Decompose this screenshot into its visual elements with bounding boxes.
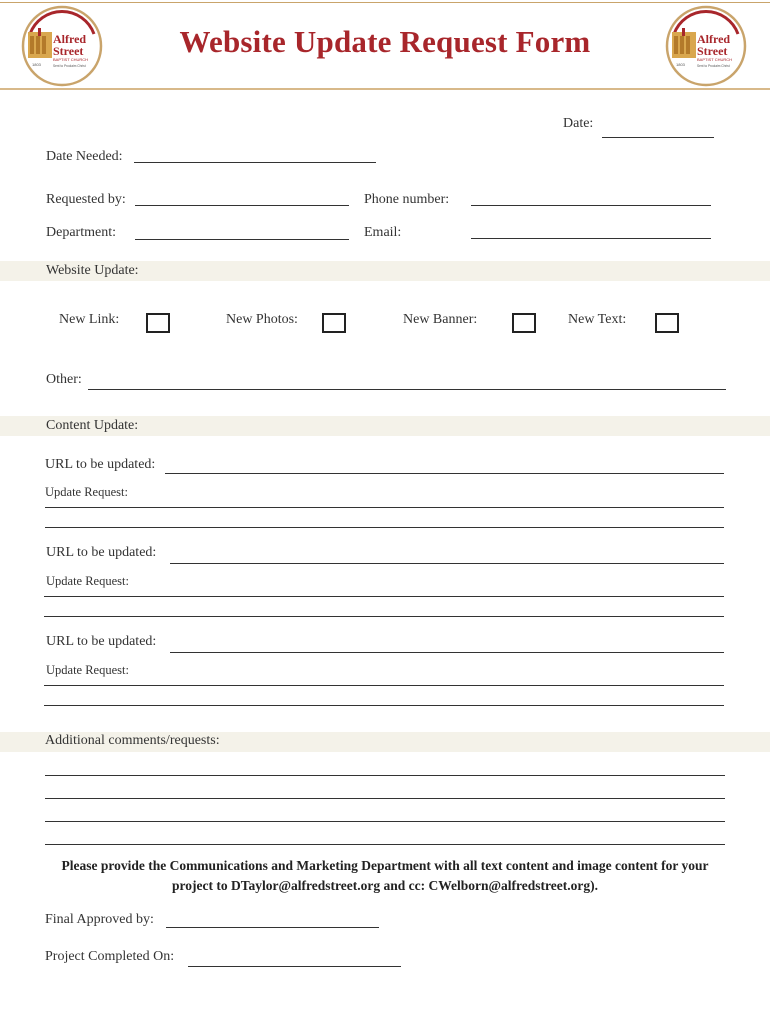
new-banner-label: New Banner: xyxy=(403,312,478,327)
logo-year: 1803 xyxy=(676,62,685,67)
final-approved-field[interactable] xyxy=(166,927,379,928)
update-request-line-3a[interactable] xyxy=(44,685,724,686)
comment-line-2[interactable] xyxy=(45,798,725,799)
final-approved-label: Final Approved by: xyxy=(45,912,154,927)
department-field[interactable] xyxy=(135,239,349,240)
date-field[interactable] xyxy=(602,137,714,138)
logo-name2: Street xyxy=(697,44,728,58)
update-request-line-2b[interactable] xyxy=(44,616,724,617)
date-needed-label: Date Needed: xyxy=(46,149,123,164)
date-needed-field[interactable] xyxy=(134,162,376,163)
date-label: Date: xyxy=(563,116,594,131)
requested-by-field[interactable] xyxy=(135,205,349,206)
url-field-1[interactable] xyxy=(165,473,724,474)
update-request-label-1: Update Request: xyxy=(45,485,128,499)
additional-heading: Additional comments/requests: xyxy=(45,733,220,748)
email-field[interactable] xyxy=(471,238,711,239)
comment-line-3[interactable] xyxy=(45,821,725,822)
project-completed-label: Project Completed On: xyxy=(45,949,175,964)
other-field[interactable] xyxy=(88,389,726,390)
new-link-label: New Link: xyxy=(59,312,120,327)
update-request-label-2: Update Request: xyxy=(46,574,129,588)
logo-name: Alfred xyxy=(53,32,87,46)
new-link-checkbox[interactable] xyxy=(146,313,170,333)
content-update-heading: Content Update: xyxy=(46,418,139,433)
email-label: Email: xyxy=(364,225,402,240)
submission-note: Please provide the Communications and Marketing Department with all text content and image content for your project to DTaylor@alfredstreet.org and cc: CWelborn@alfredstreet.org). xyxy=(61,858,709,893)
comment-line-4[interactable] xyxy=(45,844,725,845)
logo-name2: Street xyxy=(53,44,84,58)
header-rule xyxy=(0,88,770,90)
logo-sub: BAPTIST CHURCH xyxy=(53,57,89,62)
comment-line-1[interactable] xyxy=(45,775,725,776)
page-title: Website Update Request Form xyxy=(179,24,591,59)
church-logo-right xyxy=(664,4,748,88)
logo-year: 1803 xyxy=(32,62,41,67)
project-completed-field[interactable] xyxy=(188,966,401,967)
new-text-checkbox[interactable] xyxy=(655,313,679,333)
logo-tagline: Sent to Proclaim Christ xyxy=(697,64,730,68)
url-label-1: URL to be updated: xyxy=(45,457,156,472)
new-photos-checkbox[interactable] xyxy=(322,313,346,333)
update-request-line-3b[interactable] xyxy=(44,705,724,706)
new-text-label: New Text: xyxy=(568,312,627,327)
top-rule xyxy=(0,2,770,3)
logo-tagline: Sent to Proclaim Christ xyxy=(53,64,86,68)
requested-by-label: Requested by: xyxy=(46,192,126,207)
url-label-3: URL to be updated: xyxy=(46,634,157,649)
update-request-line-2a[interactable] xyxy=(44,596,724,597)
new-photos-label: New Photos: xyxy=(226,312,298,327)
url-field-2[interactable] xyxy=(170,563,724,564)
update-request-line-1a[interactable] xyxy=(45,507,724,508)
logo-name: Alfred xyxy=(697,32,731,46)
url-field-3[interactable] xyxy=(170,652,724,653)
logo-sub: BAPTIST CHURCH xyxy=(697,57,733,62)
website-update-heading: Website Update: xyxy=(46,263,139,278)
phone-label: Phone number: xyxy=(364,192,450,207)
phone-field[interactable] xyxy=(471,205,711,206)
update-request-label-3: Update Request: xyxy=(46,663,129,677)
department-label: Department: xyxy=(46,225,116,240)
other-label: Other: xyxy=(46,372,82,387)
update-request-line-1b[interactable] xyxy=(45,527,724,528)
url-label-2: URL to be updated: xyxy=(46,545,157,560)
new-banner-checkbox[interactable] xyxy=(512,313,536,333)
